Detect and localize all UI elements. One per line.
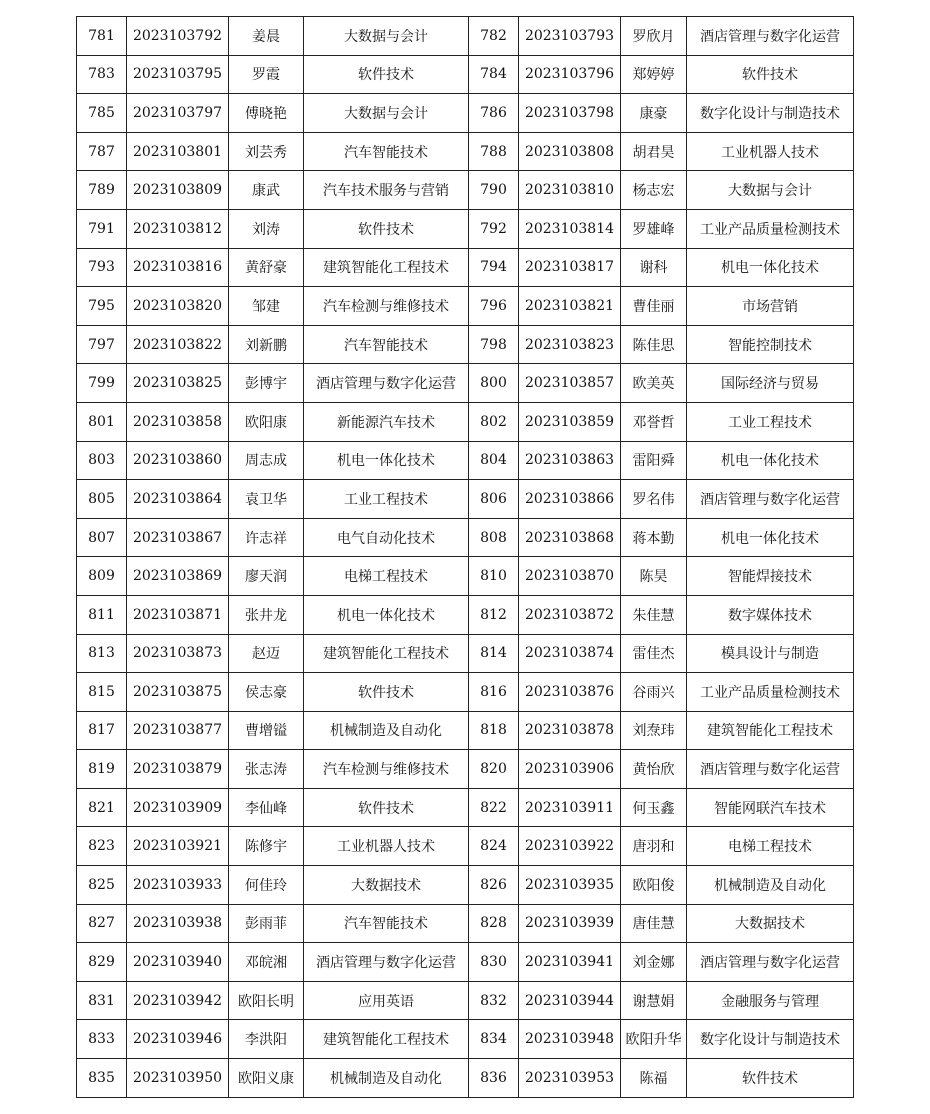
major-cell: 软件技术: [304, 209, 469, 248]
major-cell: 大数据技术: [687, 904, 854, 943]
student-id-cell: 2023103821: [519, 287, 621, 326]
major-cell: 机械制造及自动化: [687, 866, 854, 905]
student-id-cell: 2023103933: [127, 866, 229, 905]
student-id-cell: 2023103870: [519, 557, 621, 596]
table-row: [77, 17, 854, 56]
row-number-cell: 829: [77, 943, 127, 982]
student-id-cell: 2023103876: [519, 673, 621, 712]
student-id-cell: 2023103795: [127, 55, 229, 94]
student-id-cell: 2023103942: [127, 981, 229, 1020]
student-id-cell: 2023103792: [127, 17, 229, 56]
major-cell: 软件技术: [304, 673, 469, 712]
row-number-cell: 819: [77, 750, 127, 789]
student-name-cell: 刘新鹏: [229, 325, 304, 364]
student-id-cell: 2023103953: [519, 1059, 621, 1098]
student-name-cell: 刘涛: [229, 209, 304, 248]
table-row: [77, 94, 854, 133]
table-row: [77, 248, 854, 287]
row-number-cell: 789: [77, 171, 127, 210]
student-roster-table: [76, 16, 854, 1098]
row-number-cell: 796: [469, 287, 519, 326]
student-name-cell: 姜晨: [229, 17, 304, 56]
student-name-cell: 罗欣月: [621, 17, 687, 56]
student-id-cell: 2023103860: [127, 441, 229, 480]
table-row: [77, 402, 854, 441]
student-name-cell: 郑婷婷: [621, 55, 687, 94]
table-row: [77, 904, 854, 943]
major-cell: 工业工程技术: [304, 480, 469, 519]
student-name-cell: 许志祥: [229, 518, 304, 557]
student-id-cell: 2023103810: [519, 171, 621, 210]
row-number-cell: 816: [469, 673, 519, 712]
row-number-cell: 833: [77, 1020, 127, 1059]
row-number-cell: 823: [77, 827, 127, 866]
student-name-cell: 何佳玲: [229, 866, 304, 905]
row-number-cell: 821: [77, 788, 127, 827]
row-number-cell: 800: [469, 364, 519, 403]
student-name-cell: 侯志豪: [229, 673, 304, 712]
student-id-cell: 2023103801: [127, 132, 229, 171]
student-id-cell: 2023103871: [127, 595, 229, 634]
student-id-cell: 2023103875: [127, 673, 229, 712]
student-name-cell: 康武: [229, 171, 304, 210]
major-cell: 汽车智能技术: [304, 325, 469, 364]
row-number-cell: 830: [469, 943, 519, 982]
student-name-cell: 张井龙: [229, 595, 304, 634]
roster-body: [77, 17, 854, 1098]
student-id-cell: 2023103946: [127, 1020, 229, 1059]
student-id-cell: 2023103873: [127, 634, 229, 673]
student-id-cell: 2023103859: [519, 402, 621, 441]
student-id-cell: 2023103867: [127, 518, 229, 557]
table-row: [77, 325, 854, 364]
student-id-cell: 2023103793: [519, 17, 621, 56]
row-number-cell: 818: [469, 711, 519, 750]
student-id-cell: 2023103822: [127, 325, 229, 364]
student-id-cell: 2023103814: [519, 209, 621, 248]
student-name-cell: 朱佳慧: [621, 595, 687, 634]
student-id-cell: 2023103872: [519, 595, 621, 634]
student-id-cell: 2023103877: [127, 711, 229, 750]
student-name-cell: 欧阳康: [229, 402, 304, 441]
major-cell: 电梯工程技术: [304, 557, 469, 596]
major-cell: 应用英语: [304, 981, 469, 1020]
row-number-cell: 813: [77, 634, 127, 673]
table-row: [77, 711, 854, 750]
major-cell: 智能焊接技术: [687, 557, 854, 596]
row-number-cell: 795: [77, 287, 127, 326]
student-id-cell: 2023103820: [127, 287, 229, 326]
row-number-cell: 827: [77, 904, 127, 943]
table-row: [77, 209, 854, 248]
student-id-cell: 2023103950: [127, 1059, 229, 1098]
table-row: [77, 1059, 854, 1098]
row-number-cell: 799: [77, 364, 127, 403]
student-id-cell: 2023103948: [519, 1020, 621, 1059]
row-number-cell: 820: [469, 750, 519, 789]
student-name-cell: 罗雄峰: [621, 209, 687, 248]
student-name-cell: 邹建: [229, 287, 304, 326]
row-number-cell: 822: [469, 788, 519, 827]
row-number-cell: 835: [77, 1059, 127, 1098]
row-number-cell: 828: [469, 904, 519, 943]
row-number-cell: 798: [469, 325, 519, 364]
row-number-cell: 792: [469, 209, 519, 248]
row-number-cell: 793: [77, 248, 127, 287]
student-id-cell: 2023103935: [519, 866, 621, 905]
student-name-cell: 张志涛: [229, 750, 304, 789]
student-id-cell: 2023103869: [127, 557, 229, 596]
major-cell: 工业机器人技术: [687, 132, 854, 171]
row-number-cell: 810: [469, 557, 519, 596]
student-id-cell: 2023103808: [519, 132, 621, 171]
student-name-cell: 陈昊: [621, 557, 687, 596]
table-row: [77, 364, 854, 403]
major-cell: 机械制造及自动化: [304, 711, 469, 750]
major-cell: 机电一体化技术: [687, 518, 854, 557]
row-number-cell: 806: [469, 480, 519, 519]
major-cell: 工业产品质量检测技术: [687, 673, 854, 712]
row-number-cell: 803: [77, 441, 127, 480]
row-number-cell: 787: [77, 132, 127, 171]
major-cell: 汽车检测与维修技术: [304, 750, 469, 789]
student-id-cell: 2023103798: [519, 94, 621, 133]
student-name-cell: 唐羽和: [621, 827, 687, 866]
major-cell: 汽车技术服务与营销: [304, 171, 469, 210]
student-id-cell: 2023103866: [519, 480, 621, 519]
major-cell: 酒店管理与数字化运营: [687, 943, 854, 982]
student-id-cell: 2023103879: [127, 750, 229, 789]
table-row: [77, 866, 854, 905]
major-cell: 国际经济与贸易: [687, 364, 854, 403]
major-cell: 酒店管理与数字化运营: [304, 943, 469, 982]
student-id-cell: 2023103909: [127, 788, 229, 827]
row-number-cell: 785: [77, 94, 127, 133]
student-id-cell: 2023103938: [127, 904, 229, 943]
student-name-cell: 罗名伟: [621, 480, 687, 519]
student-name-cell: 罗霞: [229, 55, 304, 94]
table-row: [77, 557, 854, 596]
major-cell: 机电一体化技术: [304, 441, 469, 480]
row-number-cell: 781: [77, 17, 127, 56]
student-name-cell: 刘芸秀: [229, 132, 304, 171]
student-name-cell: 唐佳慧: [621, 904, 687, 943]
student-name-cell: 谷雨兴: [621, 673, 687, 712]
row-number-cell: 815: [77, 673, 127, 712]
major-cell: 机械制造及自动化: [304, 1059, 469, 1098]
major-cell: 机电一体化技术: [304, 595, 469, 634]
student-name-cell: 李洪阳: [229, 1020, 304, 1059]
student-id-cell: 2023103812: [127, 209, 229, 248]
student-name-cell: 欧阳长明: [229, 981, 304, 1020]
student-name-cell: 彭雨菲: [229, 904, 304, 943]
row-number-cell: 825: [77, 866, 127, 905]
row-number-cell: 794: [469, 248, 519, 287]
student-id-cell: 2023103817: [519, 248, 621, 287]
row-number-cell: 786: [469, 94, 519, 133]
student-name-cell: 陈修宇: [229, 827, 304, 866]
table-row: [77, 634, 854, 673]
major-cell: 金融服务与管理: [687, 981, 854, 1020]
major-cell: 酒店管理与数字化运营: [687, 750, 854, 789]
student-id-cell: 2023103823: [519, 325, 621, 364]
major-cell: 模具设计与制造: [687, 634, 854, 673]
student-id-cell: 2023103921: [127, 827, 229, 866]
student-id-cell: 2023103809: [127, 171, 229, 210]
row-number-cell: 802: [469, 402, 519, 441]
table-row: [77, 943, 854, 982]
student-name-cell: 康豪: [621, 94, 687, 133]
student-name-cell: 何玉鑫: [621, 788, 687, 827]
row-number-cell: 790: [469, 171, 519, 210]
student-name-cell: 袁卫华: [229, 480, 304, 519]
student-id-cell: 2023103940: [127, 943, 229, 982]
row-number-cell: 784: [469, 55, 519, 94]
student-name-cell: 刘金娜: [621, 943, 687, 982]
row-number-cell: 801: [77, 402, 127, 441]
student-name-cell: 黄舒豪: [229, 248, 304, 287]
major-cell: 大数据技术: [304, 866, 469, 905]
row-number-cell: 826: [469, 866, 519, 905]
major-cell: 工业工程技术: [687, 402, 854, 441]
major-cell: 市场营销: [687, 287, 854, 326]
major-cell: 建筑智能化工程技术: [304, 634, 469, 673]
major-cell: 建筑智能化工程技术: [687, 711, 854, 750]
student-name-cell: 曹增镒: [229, 711, 304, 750]
major-cell: 大数据与会计: [687, 171, 854, 210]
student-name-cell: 杨志宏: [621, 171, 687, 210]
row-number-cell: 797: [77, 325, 127, 364]
student-name-cell: 廖天润: [229, 557, 304, 596]
table-row: [77, 750, 854, 789]
table-row: [77, 55, 854, 94]
student-id-cell: 2023103906: [519, 750, 621, 789]
major-cell: 建筑智能化工程技术: [304, 1020, 469, 1059]
major-cell: 智能控制技术: [687, 325, 854, 364]
row-number-cell: 804: [469, 441, 519, 480]
major-cell: 电气自动化技术: [304, 518, 469, 557]
student-id-cell: 2023103922: [519, 827, 621, 866]
student-id-cell: 2023103858: [127, 402, 229, 441]
major-cell: 智能网联汽车技术: [687, 788, 854, 827]
table-row: [77, 518, 854, 557]
table-row: [77, 132, 854, 171]
table-row: [77, 827, 854, 866]
student-name-cell: 彭博宇: [229, 364, 304, 403]
row-number-cell: 805: [77, 480, 127, 519]
major-cell: 工业产品质量检测技术: [687, 209, 854, 248]
student-name-cell: 刘焘玮: [621, 711, 687, 750]
major-cell: 大数据与会计: [304, 94, 469, 133]
student-name-cell: 雷阳舜: [621, 441, 687, 480]
table-row: [77, 441, 854, 480]
major-cell: 建筑智能化工程技术: [304, 248, 469, 287]
row-number-cell: 836: [469, 1059, 519, 1098]
student-id-cell: 2023103944: [519, 981, 621, 1020]
major-cell: 机电一体化技术: [687, 441, 854, 480]
table-row: [77, 673, 854, 712]
table-row: [77, 788, 854, 827]
student-id-cell: 2023103878: [519, 711, 621, 750]
student-name-cell: 雷佳杰: [621, 634, 687, 673]
student-id-cell: 2023103911: [519, 788, 621, 827]
row-number-cell: 791: [77, 209, 127, 248]
student-name-cell: 李仙峰: [229, 788, 304, 827]
row-number-cell: 783: [77, 55, 127, 94]
student-id-cell: 2023103868: [519, 518, 621, 557]
student-id-cell: 2023103874: [519, 634, 621, 673]
major-cell: 软件技术: [687, 1059, 854, 1098]
student-name-cell: 胡君昊: [621, 132, 687, 171]
student-name-cell: 傅晓艳: [229, 94, 304, 133]
row-number-cell: 832: [469, 981, 519, 1020]
row-number-cell: 834: [469, 1020, 519, 1059]
major-cell: 新能源汽车技术: [304, 402, 469, 441]
row-number-cell: 831: [77, 981, 127, 1020]
student-name-cell: 曹佳丽: [621, 287, 687, 326]
major-cell: 酒店管理与数字化运营: [687, 17, 854, 56]
student-name-cell: 欧阳俊: [621, 866, 687, 905]
student-name-cell: 欧阳义康: [229, 1059, 304, 1098]
student-name-cell: 赵迈: [229, 634, 304, 673]
table-row: [77, 480, 854, 519]
major-cell: 软件技术: [304, 55, 469, 94]
row-number-cell: 788: [469, 132, 519, 171]
major-cell: 大数据与会计: [304, 17, 469, 56]
major-cell: 数字媒体技术: [687, 595, 854, 634]
major-cell: 数字化设计与制造技术: [687, 1020, 854, 1059]
row-number-cell: 811: [77, 595, 127, 634]
row-number-cell: 817: [77, 711, 127, 750]
student-id-cell: 2023103816: [127, 248, 229, 287]
student-name-cell: 黄怡欣: [621, 750, 687, 789]
student-name-cell: 周志成: [229, 441, 304, 480]
major-cell: 工业机器人技术: [304, 827, 469, 866]
major-cell: 汽车检测与维修技术: [304, 287, 469, 326]
table-row: [77, 287, 854, 326]
student-id-cell: 2023103864: [127, 480, 229, 519]
student-name-cell: 欧阳升华: [621, 1020, 687, 1059]
student-name-cell: 谢慧娟: [621, 981, 687, 1020]
student-id-cell: 2023103863: [519, 441, 621, 480]
student-id-cell: 2023103825: [127, 364, 229, 403]
student-id-cell: 2023103796: [519, 55, 621, 94]
row-number-cell: 809: [77, 557, 127, 596]
row-number-cell: 814: [469, 634, 519, 673]
row-number-cell: 808: [469, 518, 519, 557]
student-name-cell: 谢科: [621, 248, 687, 287]
major-cell: 汽车智能技术: [304, 904, 469, 943]
major-cell: 酒店管理与数字化运营: [304, 364, 469, 403]
table-row: [77, 1020, 854, 1059]
row-number-cell: 812: [469, 595, 519, 634]
student-name-cell: 陈佳思: [621, 325, 687, 364]
row-number-cell: 824: [469, 827, 519, 866]
student-id-cell: 2023103941: [519, 943, 621, 982]
student-name-cell: 邓誉哲: [621, 402, 687, 441]
major-cell: 软件技术: [687, 55, 854, 94]
table-row: [77, 981, 854, 1020]
student-name-cell: 欧美英: [621, 364, 687, 403]
major-cell: 软件技术: [304, 788, 469, 827]
major-cell: 酒店管理与数字化运营: [687, 480, 854, 519]
student-id-cell: 2023103797: [127, 94, 229, 133]
student-id-cell: 2023103939: [519, 904, 621, 943]
row-number-cell: 782: [469, 17, 519, 56]
major-cell: 机电一体化技术: [687, 248, 854, 287]
student-id-cell: 2023103857: [519, 364, 621, 403]
student-name-cell: 蒋本勤: [621, 518, 687, 557]
table-row: [77, 595, 854, 634]
student-name-cell: 陈福: [621, 1059, 687, 1098]
table-row: [77, 171, 854, 210]
student-name-cell: 邓皖湘: [229, 943, 304, 982]
major-cell: 汽车智能技术: [304, 132, 469, 171]
row-number-cell: 807: [77, 518, 127, 557]
major-cell: 数字化设计与制造技术: [687, 94, 854, 133]
major-cell: 电梯工程技术: [687, 827, 854, 866]
